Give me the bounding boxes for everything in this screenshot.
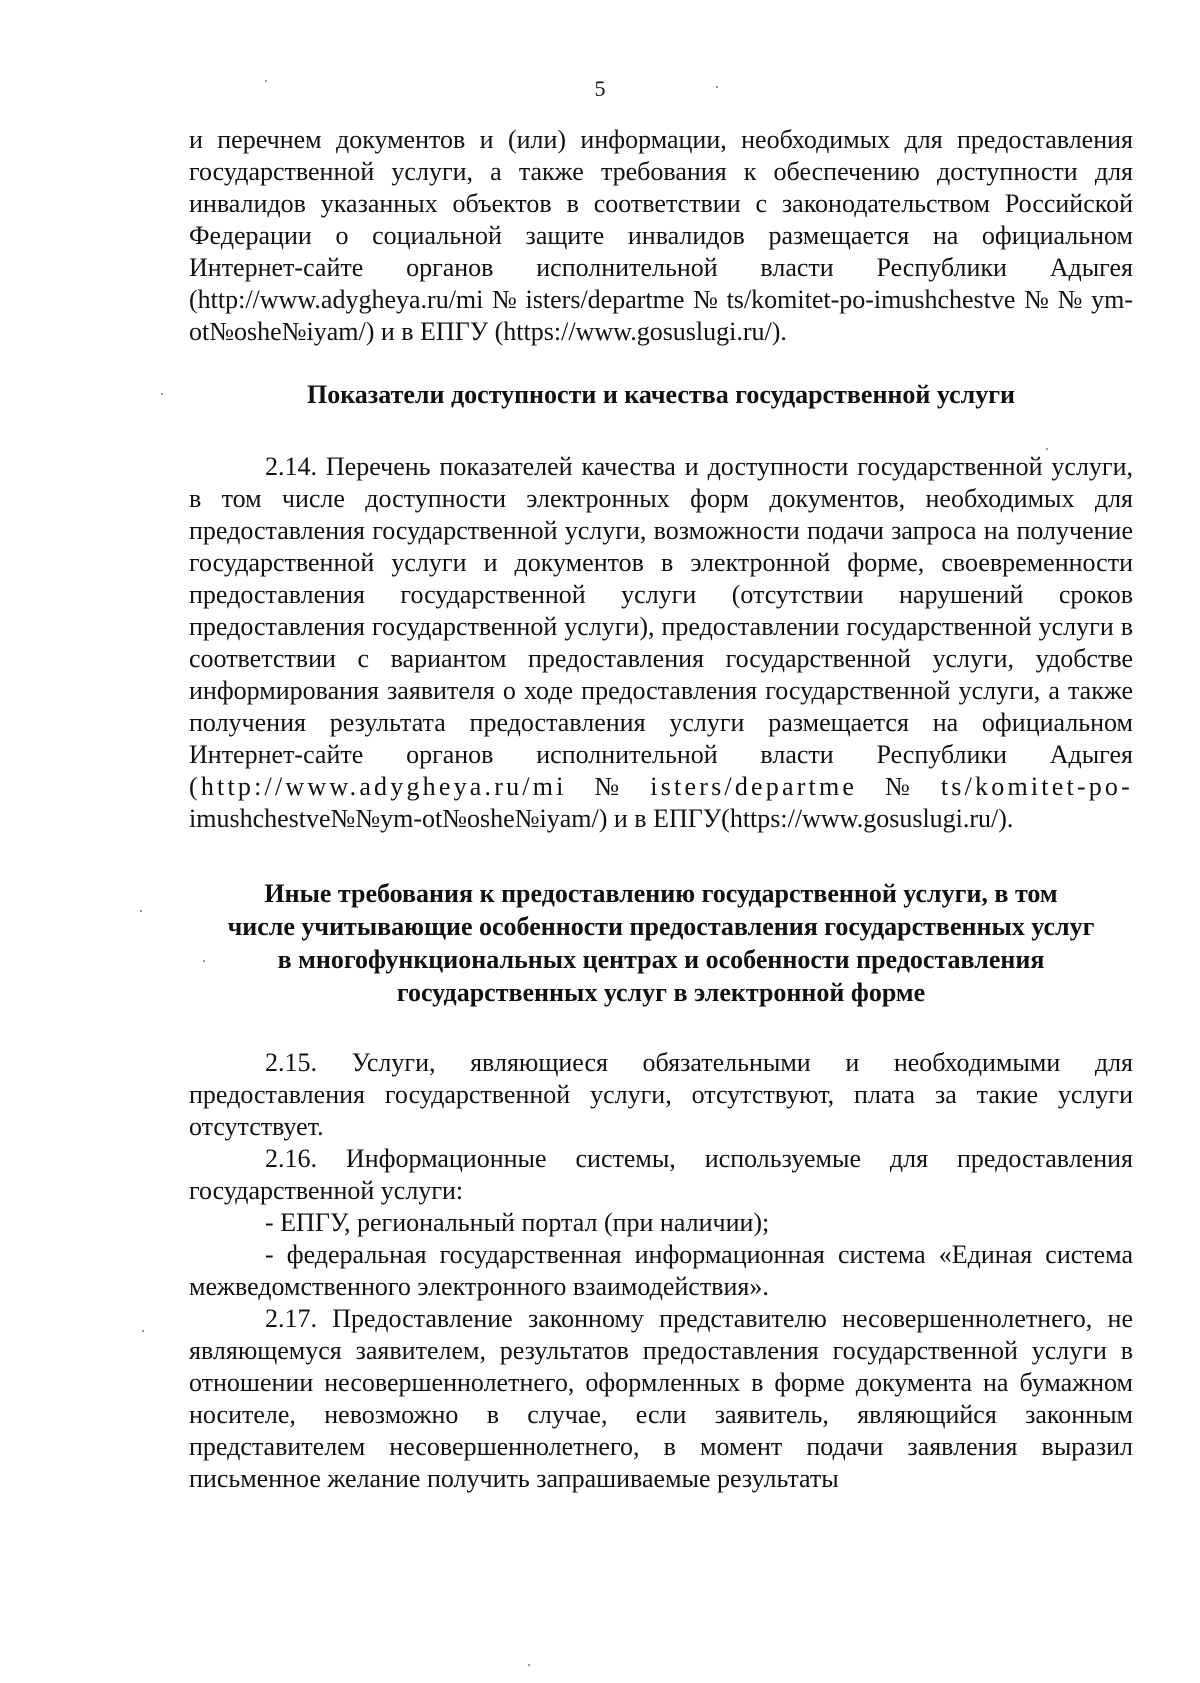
heading-line: числе учитывающие особенности предоставления государственных услуг [227,912,1095,941]
scan-speck [265,80,267,82]
heading-line: государственных услуг в электронной форме [396,978,926,1007]
section-heading-other-requirements [189,877,1133,1009]
list-item: - ЕПГУ, региональный портал (при наличии); [265,1208,770,1237]
scan-speck [161,393,163,395]
scan-speck [140,910,142,912]
scan-speck [203,960,205,962]
paragraph-2-16: 2.16. Информационные системы, используемые для предоставления государственной услуги: [189,1144,1133,1205]
paragraph-2-14-url: (http://www.adygheya.ru/mi№isters/departme№ts/komitet-po- [189,772,1133,801]
paragraph-2-14-text: 2.14. Перечень показателей качества и доступности государственной услуги, в том числе доступности электронных форм документов, необходимых для предоставления государственной услуги, возможности подачи запроса на получение государственной услуги и документов в электронной форме, своевременности предоставления государственной услуги (отсутствии нарушений сроков предоставления государственной услуги), предоставлении государственной услуги в соответствии с вариантом предоставления государственной услуги, удобстве информирования заявителя о ходе предоставления государственной услуги, а также получения результата предоставления услуги размещается на официальном Интернет-сайте органов исполнительной власти Республики Адыгея [189,452,1133,769]
document-body [189,124,1133,1495]
scan-speck [142,1330,144,1332]
heading-line: в многофункциональных центрах и особенности предоставления [277,945,1045,974]
paragraph-2-17: 2.17. Предоставление законному представителю несовершеннолетнего, не являющемуся заявителем, результатов предоставления государственной услуги в отношении несовершеннолетнего, оформленных в форме документа на бумажном носителе, невозможно в случае, если заявитель, являющийся законным представителем несовершеннолетнего, в момент подачи заявления выразил письменное желание получить запрашиваемые результаты [189,1304,1133,1493]
page-number: 5 [594,76,606,101]
paragraph-intro: и перечнем документов и (или) информации, необходимых для предоставления государственной услуги, а также требования к обеспечению доступности для инвалидов указанных объектов в соответствии с законодательством Российской Федерации о социальной защите инвалидов размещается на официальном Интернет-сайте органов исполнительной власти Республики Адыгея (http://www.adygheya.ru/mi№isters/departme№ts/komitet-po-imushchestve№№ym-ot№oshe№iyam/) и в ЕПГУ (https://www.gosuslugi.ru/). [189,125,1133,346]
paragraph-2-14-tail: imushchestve№№ym-ot№oshe№iyam/) и в ЕПГУ(https://www.gosuslugi.ru/). [189,804,1014,833]
scan-speck [528,1664,530,1666]
scan-speck [716,86,718,88]
paragraph-2-14 [189,451,1133,835]
heading-line: Иные требования к предоставлению государственной услуги, в том [264,879,1058,908]
paragraph-2-15: 2.15. Услуги, являющиеся обязательными и необходимыми для предоставления государственной услуги, отсутствуют, плата за такие услуги отсутствует. [189,1048,1133,1141]
scan-speck [1046,448,1048,450]
section-heading-indicators: Показатели доступности и качества государственной услуги [306,380,1016,409]
list-item: - федеральная государственная информационная система «Единая система межведомственного электронного взаимодействия». [189,1240,1133,1301]
